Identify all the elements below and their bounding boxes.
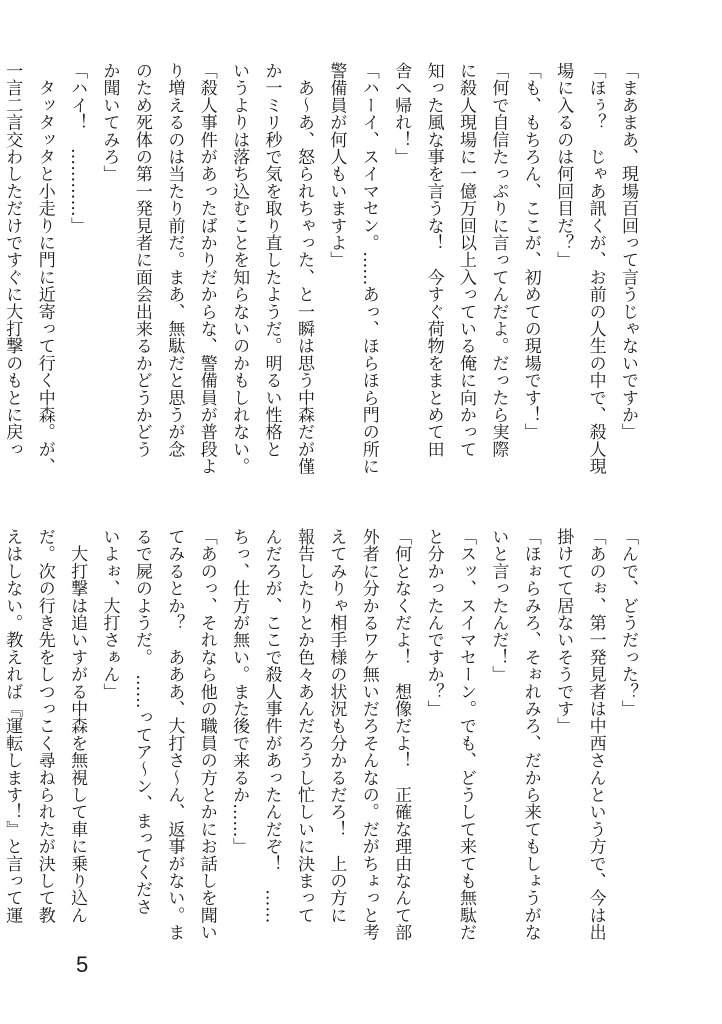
text-line: 「スッ、スイマセーン。でも、どうして来ても無駄だ (455, 528, 476, 941)
text-line: てみるとか？ あああ、大打さ〜ん、返事がない。ま (164, 528, 185, 941)
text-line: 「まあまあ、現場百回って言うじゃないですか」 (618, 62, 638, 441)
text-line: 「あのっ、それなら他の職員の方とかにお話しを聞い (196, 528, 217, 941)
text-line: 「殺人事件があったばかりだからな、警備員が普段よ (196, 62, 217, 475)
text-line: 外者に分かるワケ無いだろそんなの。だがちょっと考 (358, 528, 379, 941)
text-line: るで屍のようだ。 ……ってア〜ン、まってくださ (131, 528, 152, 916)
text-line: 「んで、どうだった？」 (618, 528, 638, 718)
text-line: 「も、もちろん、ここが、初めての現場です！」 (520, 62, 541, 441)
text-line: 掛けてて居ないそうです」 (553, 528, 574, 735)
text-line: いと言ったんだ！」 (488, 528, 509, 683)
text-line: 「あのぉ、第一発見者は中西さんという方で、今は出 (585, 528, 606, 941)
text-line: 報告したりとか色々あんだろうし忙しいに決まって (293, 528, 314, 924)
text-line: り増えるのは当たり前だ。まあ、無駄だと思うが念 (164, 62, 185, 458)
text-line: だ。次の行き先をしつっこく尋ねられたが決して教 (34, 528, 55, 924)
text-line: 「ほぅ？ じゃあ訊くが、お前の人生の中で、殺人現 (585, 62, 606, 475)
text-line: いうよりは落ち込むことを知らないのかもしれない。 (229, 62, 250, 475)
text-line: 「何で自信たっぷりに言ってんだよ。だったら実際 (488, 62, 509, 458)
text-line: 警備員が何人もいますよ」 (326, 62, 347, 269)
text-line: 知った風な事を言うな！ 今すぐ荷物をまとめて田 (423, 62, 444, 458)
page-number: 5 (76, 952, 89, 977)
text-line: 大打撃は追いすがる中森を無視して車に乗り込ん (67, 528, 88, 924)
text-line: 場に入るのは何回目だ？」 (553, 62, 574, 269)
text-line: に殺人現場に一億万回以上入っている俺に向かって (455, 62, 476, 458)
lower-text-block (0, 528, 644, 948)
text-line: 舎へ帰れ！」 (391, 62, 412, 166)
text-line: 「ほぉらみろ、そぉれみろ、だから来てもしょうがな (520, 528, 541, 941)
text-line: タッタッタと小走りに門に近寄って行く中森。が、 (34, 62, 55, 475)
text-line: 一言二言交わしただけですぐに大打撃のもとに戻っ (2, 62, 23, 458)
text-line: ちっ、仕方が無い。また後で来るか……」 (229, 528, 250, 855)
upper-text-block (0, 62, 644, 482)
text-line: あ〜あ、怒られちゃった、と一瞬は思う中森だが僅 (293, 62, 314, 475)
text-line: か聞いてみろ」 (99, 62, 120, 183)
text-line: えてみりゃ相手様の状況も分かるだろ！ 上の方に (326, 528, 347, 924)
text-line: 「ハーイ、スイマセン。……あっ、ほらほら門の所に (358, 62, 379, 475)
text-line: えはしない。教えれば『運転します！』と言って運 (2, 528, 23, 924)
text-line: のため死体の第一発見者に面会出来るかどうかどう (131, 62, 152, 458)
text-line: か一ミリ秒で気を取り直したようだ。明るい性格と (261, 62, 282, 458)
text-line: 「ハイ！ …………」 (67, 62, 88, 234)
text-line: んだろが、ここで殺人事件があったんだぞ！ …… (261, 528, 282, 924)
text-line: いよぉ、大打さぁん」 (99, 528, 120, 700)
text-line: と分かったんですか？」 (423, 528, 444, 718)
text-line: 「何となくだよ！ 想像だよ！ 正確な理由なんて部 (391, 528, 412, 941)
